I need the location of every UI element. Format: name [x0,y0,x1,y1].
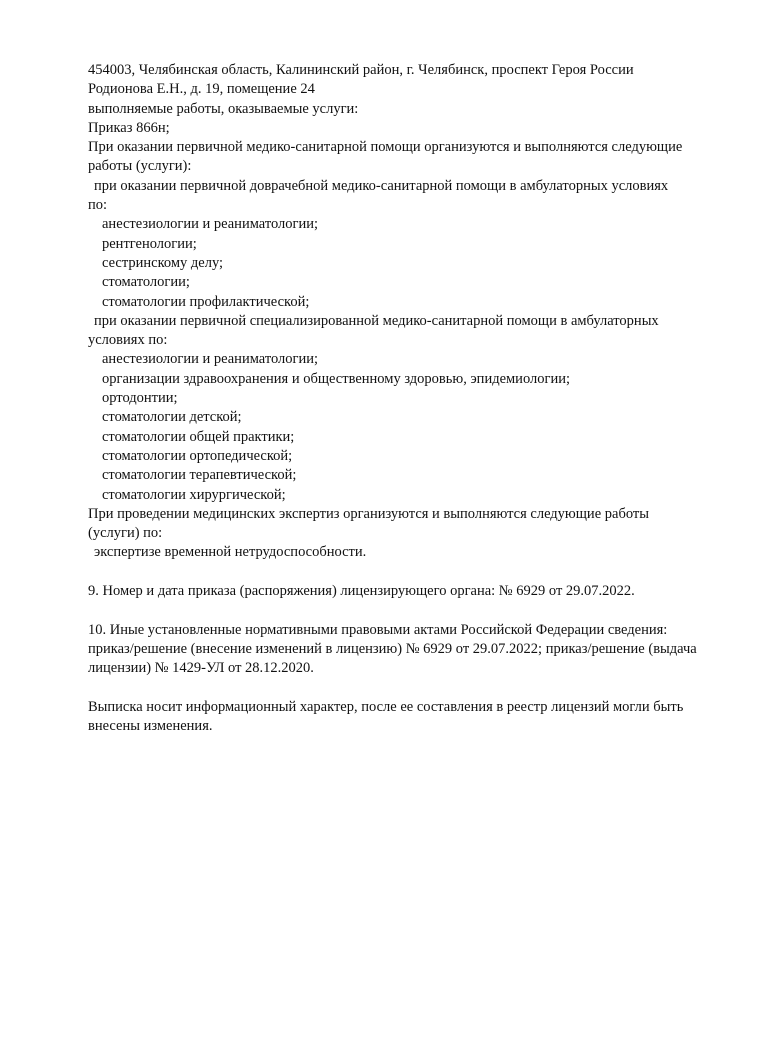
list-item: стоматологии; [102,274,190,291]
prehospital-care-heading-line-1: при оказании первичной доврачебной медико-санитарной помощи в амбулаторных условиях [94,177,669,194]
works-heading: выполняемые работы, оказываемые услуги: [88,100,359,117]
footer-note-line-1: Выписка носит информационный характер, после ее составления в реестр лицензий могли быть [88,698,684,715]
expertise-intro-line-2: (услуги) по: [88,525,163,542]
address-line-2: Родионова Е.Н., д. 19, помещение 24 [88,81,315,98]
order-reference: Приказ 866н; [88,119,170,136]
prehospital-care-list [88,215,748,311]
list-item: стоматологии хирургической; [102,486,286,503]
specialized-care-heading-line-2: условиях по: [88,332,168,349]
expertise-intro-line-1: При проведении медицинских экспертиз организуются и выполняются следующие работы [88,505,649,522]
list-item: организации здравоохранения и общественному здоровью, эпидемиологии; [102,370,570,387]
paragraph-spacer [88,679,748,698]
list-item: рентгенологии; [102,235,197,252]
list-item: ортодонтии; [102,390,178,407]
prehospital-care-heading-line-2: по: [88,197,108,214]
address-line-1: 454003, Челябинская область, Калининский район, г. Челябинск, проспект Героя России [88,62,634,78]
list-item: анестезиологии и реаниматологии; [102,216,319,233]
specialized-care-heading-line-1: при оказании первичной специализированной медико-санитарной помощи в амбулаторных [94,312,659,329]
section-10-line-1: 10. Иные установленные нормативными правовыми актами Российской Федерации сведения: [88,621,668,638]
list-item: стоматологии терапевтической; [102,467,297,484]
primary-care-intro-line-1: При оказании первичной медико-санитарной помощи организуются и выполняются следующие [88,139,683,156]
list-item: стоматологии профилактической; [102,293,310,310]
section-9: 9. Номер и дата приказа (распоряжения) лицензирующего органа: № 6929 от 29.07.2022. [88,583,635,600]
section-10-line-2: приказ/решение (внесение изменений в лицензию) № 6929 от 29.07.2022; приказ/решение (выдача [88,640,697,657]
section-10-line-3: лицензии) № 1429-УЛ от 28.12.2020. [88,660,314,677]
primary-care-intro-line-2: работы (услуги): [88,158,192,175]
specialized-care-list [88,350,748,504]
list-item: анестезиологии и реаниматологии; [102,351,319,368]
expertise-item: экспертизе временной нетрудоспособности. [94,544,367,561]
list-item: стоматологии ортопедической; [102,447,293,464]
paragraph-spacer [88,563,748,582]
document-body [88,61,748,736]
list-item: стоматологии общей практики; [102,428,295,445]
list-item: стоматологии детской; [102,409,242,426]
footer-note-line-2: внесены изменения. [88,718,213,735]
paragraph-spacer [88,601,748,620]
list-item: сестринскому делу; [102,254,224,271]
